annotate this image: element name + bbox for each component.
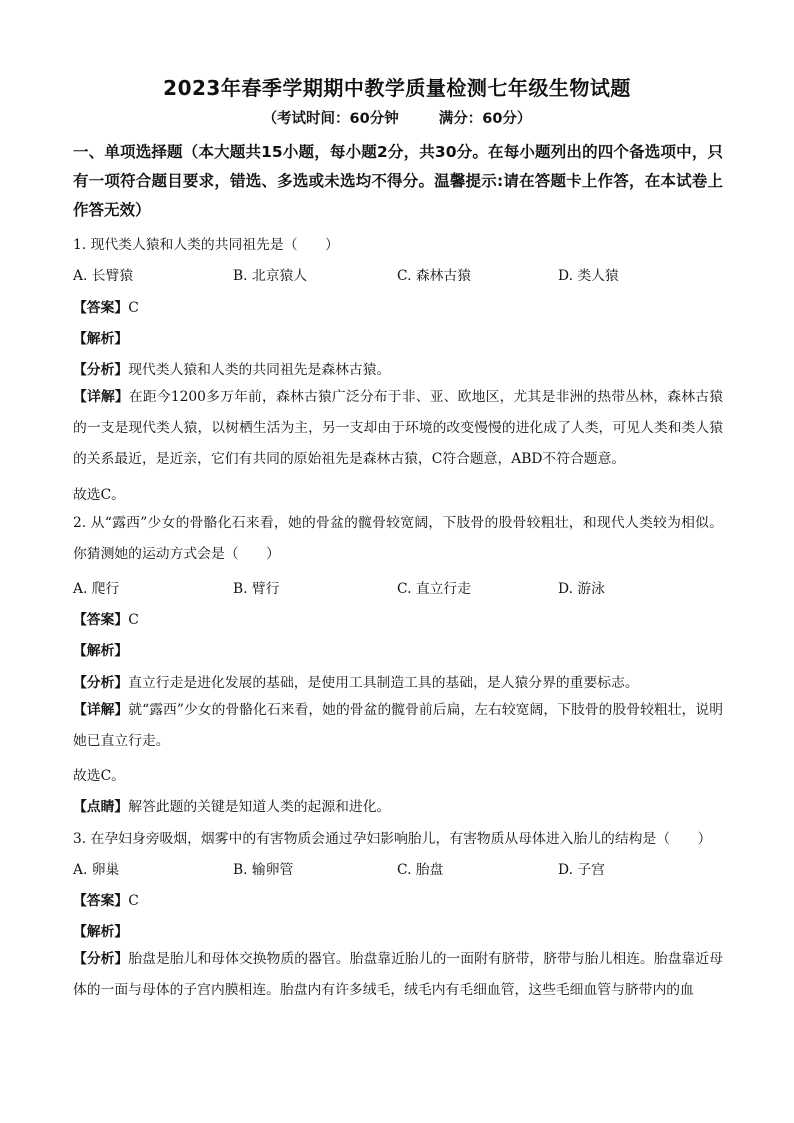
exam-time: （考试时间：60分钟 [262, 111, 399, 127]
q3-answer [73, 889, 139, 909]
q2-comment-text: 解答此题的关键是知道人类的起源和进化。 [128, 799, 391, 815]
q1-answer-value: C [128, 300, 139, 316]
analysis-label: 【分析】 [73, 951, 129, 967]
q2-analysis [73, 671, 639, 691]
q3-option-a: A. 卵巢 [73, 862, 120, 878]
exam-title: 2023年春季学期期中教学质量检测七年级生物试题 [163, 76, 631, 100]
q3-answer-value: C [128, 893, 139, 909]
q1-option-a: A. 长臂猿 [73, 268, 134, 284]
answer-label: 【答案】 [73, 612, 129, 628]
comment-label: 【点睛】 [73, 799, 129, 815]
detail-label: 【详解】 [73, 702, 129, 718]
section-heading: 一、单项选择题（本大题共15小题，每小题2分，共30分。在每小题列出的四个备选项中，只有一项符合题目要求，错选、多选或未选均不得分。温馨提示:请在答题卡上作答，在本试卷上作答无效） [73, 143, 723, 219]
analysis-label: 【分析】 [73, 362, 129, 378]
q2-option-a: A. 爬行 [73, 581, 120, 597]
q2-conclusion: 故选C。 [73, 768, 125, 784]
q1-stem: 1. 现代类人猿和人类的共同祖先是（ ） [73, 237, 339, 253]
q3-analysis-heading [73, 920, 128, 940]
detail-label: 【详解】 [73, 389, 129, 405]
q1-option-c: C. 森林古猿 [397, 268, 472, 284]
q2-option-b: B. 臂行 [233, 581, 280, 597]
q1-analysis [73, 358, 390, 378]
q1-conclusion: 故选C。 [73, 487, 125, 503]
analysis-heading-label: 【解析】 [73, 331, 129, 347]
q1-analysis-heading [73, 327, 128, 347]
q2-analysis-text: 直立行走是进化发展的基础，是使用工具制造工具的基础，是人猿分界的重要标志。 [128, 675, 639, 691]
q1-answer [73, 296, 139, 316]
q1-option-d: D. 类人猿 [558, 268, 619, 284]
q3-option-d: D. 子宫 [558, 862, 605, 878]
answer-label: 【答案】 [73, 893, 129, 909]
q2-detail-text: 就“露西”少女的骨骼化石来看，她的骨盆的髋骨前后扁，左右较宽阔，下肢骨的股骨较粗壮，说明她已直立行走。 [73, 702, 723, 749]
q2-option-c: C. 直立行走 [397, 581, 472, 597]
exam-score: 满分：60分） [438, 111, 532, 127]
analysis-label: 【分析】 [73, 675, 129, 691]
q3-option-c: C. 胎盘 [397, 862, 444, 878]
q2-stem: 2. 从“露西”少女的骨骼化石来看，她的骨盆的髋骨较宽阔，下肢骨的股骨较粗壮，和现代人类较为相似。你猜测她的运动方式会是（ ） [73, 515, 723, 562]
q3-analysis-text: 胎盘是胎儿和母体交换物质的器官。胎盘靠近胎儿的一面附有脐带，脐带与胎儿相连。胎盘靠近母体的一面与母体的子宫内膜相连。胎盘内有许多绒毛，绒毛内有毛细血管，这些毛细血管与脐带内的血 [73, 951, 724, 998]
q2-detail [73, 695, 723, 757]
q3-option-b: B. 输卵管 [233, 862, 294, 878]
q2-answer [73, 608, 139, 628]
q1-detail [73, 382, 723, 475]
q1-option-b: B. 北京猿人 [233, 268, 308, 284]
exam-subtitle [0, 107, 794, 128]
q2-answer-value: C [128, 612, 139, 628]
q2-analysis-heading [73, 639, 128, 659]
analysis-heading-label: 【解析】 [73, 924, 129, 940]
q1-analysis-text: 现代类人猿和人类的共同祖先是森林古猿。 [128, 362, 391, 378]
q2-comment [73, 795, 390, 815]
answer-label: 【答案】 [73, 300, 129, 316]
q2-option-d: D. 游泳 [558, 581, 605, 597]
analysis-heading-label: 【解析】 [73, 643, 129, 659]
q3-stem: 3. 在孕妇身旁吸烟，烟雾中的有害物质会通过孕妇影响胎儿，有害物质从母体进入胎儿的结构是（ ） [73, 831, 712, 847]
q1-detail-text: 在距今1200多万年前，森林古猿广泛分布于非、亚、欧地区，尤其是非洲的热带丛林，森林古猿的一支是现代类人猿，以树栖生活为主，另一支却由于环境的改变慢慢的进化成了人类，可见人类和类人猿的关系最近，是近亲，它们有共同的原始祖先是森林古猿，C符合题意，ABD不符合题意。 [73, 389, 723, 467]
q3-analysis [73, 944, 723, 1006]
